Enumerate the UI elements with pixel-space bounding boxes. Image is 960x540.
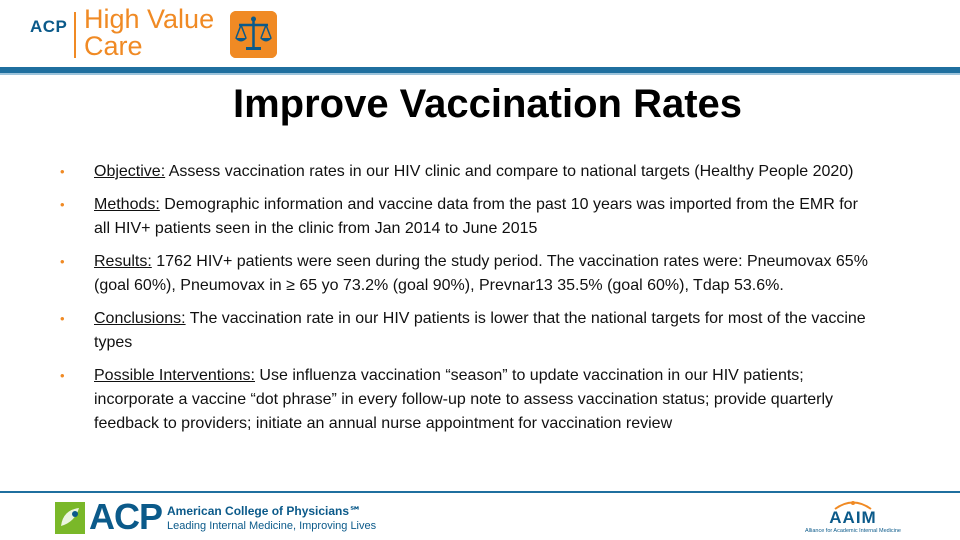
bullet-label: Results: [94,253,152,270]
bullet-label: Possible Interventions: [94,367,255,384]
scale-icon [230,11,277,58]
aaim-footer-logo [803,500,913,536]
bullet-dot-icon: • [60,164,65,179]
bullet-text: Assess vaccination rates in our HIV clinic and compare to national targets (Healthy People 2020) [165,163,854,180]
bullet-label: Objective: [94,163,166,180]
bullet-label: Methods: [94,196,160,213]
acp-full-name: American College of Physicians℠ [167,504,362,518]
slide-title: Improve Vaccination Rates [232,82,743,126]
bullet-list [58,160,873,445]
bottom-rule [0,491,960,493]
acp-small-logo-text: ACP [30,17,68,36]
bullet-label: Conclusions: [94,310,186,327]
bullet-text: The vaccination rate in our HIV patients is lower that the national targets for most of the vaccine types [94,310,866,351]
bullet-methods [58,193,873,241]
high-value-care-wordmark [84,6,214,60]
bullet-objective [58,160,873,184]
bullet-dot-icon: • [60,311,65,326]
bullet-dot-icon: • [60,197,65,212]
top-rule-light [0,73,960,75]
acp-leaf-icon [55,502,85,534]
bullet-results [58,250,873,298]
slide-header [0,0,960,72]
bullet-text: 1762 HIV+ patients were seen during the study period. The vaccination rates were: Pneumovax 65% (goal 60%), Pneumovax in ≥ 65 yo 73.2% (goal 90%), Prevnar13 35.5% (goal 60%), Tdap 53.6%. [94,253,868,294]
acp-big-text: ACP [89,496,163,537]
bullet-interventions [58,364,873,436]
aaim-subtitle: Alliance for Academic Internal Medicine [805,528,901,534]
acp-footer-logo [55,496,377,537]
aaim-wordmark: AAIM [829,508,877,527]
hv-line1: High Value [84,4,215,34]
bullet-dot-icon: • [60,254,65,269]
bullet-conclusions [58,307,873,355]
acp-tagline: Leading Internal Medicine, Improving Lives [167,520,377,532]
hv-line2: Care [84,31,143,61]
header-divider [74,12,76,58]
bullet-text: Use influenza vaccination “season” to update vaccination in our HIV patients; incorporate a vaccine “dot phrase” in every follow-up note to assess vaccination status; provide quarterly feedback to providers; initiate an annual nurse appointment for vaccination review [94,367,834,432]
bullet-dot-icon: • [60,368,65,383]
bullet-text: Demographic information and vaccine data from the past 10 years was imported from the EMR for all HIV+ patients seen in the clinic from Jan 2014 to June 2015 [94,196,858,237]
